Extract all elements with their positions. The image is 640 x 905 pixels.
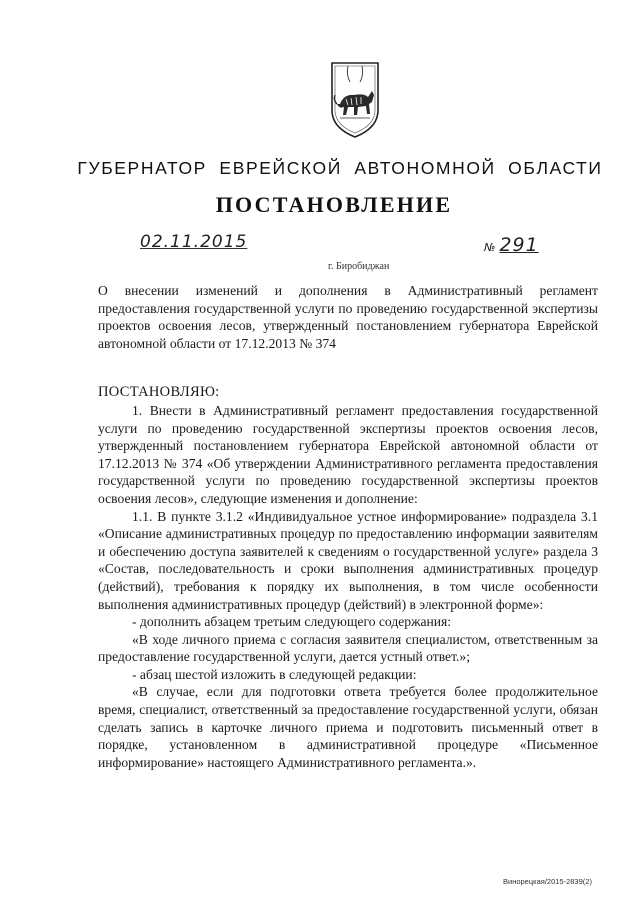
paragraph-1-1: 1.1. В пункте 3.1.2 «Индивидуальное устное информирование» подраздела 3.1 «Описание административных процедур по предоставлению информации заявителям и обеспечению доступа заявителей к сведениям о государственной услуге» раздела 3 «Состав, последовательность и сроки выполнения административных процедур (действий), требования к порядку их выполнения, в том числе особенности выполнения административных процедур (действий) в электронной форме»: — [98, 508, 598, 612]
paragraph-edit-abzac: - абзац шестой изложить в следующей редакции: — [132, 666, 417, 682]
number-sign: № — [484, 241, 496, 254]
footer-code: Винорецкая/2015-2839(2) — [503, 877, 592, 886]
paragraph-add-abzac: - дополнить абзацем третьим следующего содержания: — [132, 614, 452, 630]
issuer-title: ГУБЕРНАТОР ЕВРЕЙСКОЙ АВТОНОМНОЙ ОБЛАСТИ — [77, 158, 603, 178]
number-value: 291 — [499, 234, 539, 256]
document-type: ПОСТАНОВЛЕНИЕ — [215, 192, 453, 217]
document-body — [98, 282, 598, 771]
resolve-heading: ПОСТАНОВЛЯЮ: — [98, 384, 220, 401]
paragraph-1: 1. Внести в Административный регламент предоставления государственной услуги по проведению государственной экспертизы проектов освоения лесов, утвержденный постановлением губернатора Еврейской автономной области от 17.12.2013 № 374 «Об утверждении Административного регламента предоставления государственной услуги по проведению государственной экспертизы проектов освоения лесов», следующие изменения и дополнение: — [98, 402, 598, 506]
coat-of-arms-tiger-icon — [326, 60, 384, 140]
paragraph-quote-2: «В случае, если для подготовки ответа требуется более продолжительное время, специалист, ответственный за предоставление государственной услуги, обязан сделать запись в карточке личного приема и подготовить письменный ответ в порядке, установленном в административной процедуре «Письменное информирование» настоящего Административного регламента.». — [98, 684, 598, 770]
city-label: г. Биробиджан — [328, 261, 390, 272]
document-date: 02.11.2015 — [140, 232, 248, 252]
paragraph-quote-1: «В ходе личного приема с согласия заявителя специалистом, ответственным за предоставление государственной услуги, дается устный ответ.»; — [98, 631, 598, 665]
document-subject: О внесении изменений и дополнения в Административный регламент предоставления государственной услуги по проведению государственной экспертизы проектов освоения лесов, утвержденный постановлением губернатора Еврейской автономной области от 17.12.2013 № 374 — [98, 283, 598, 351]
document-number — [484, 234, 539, 256]
